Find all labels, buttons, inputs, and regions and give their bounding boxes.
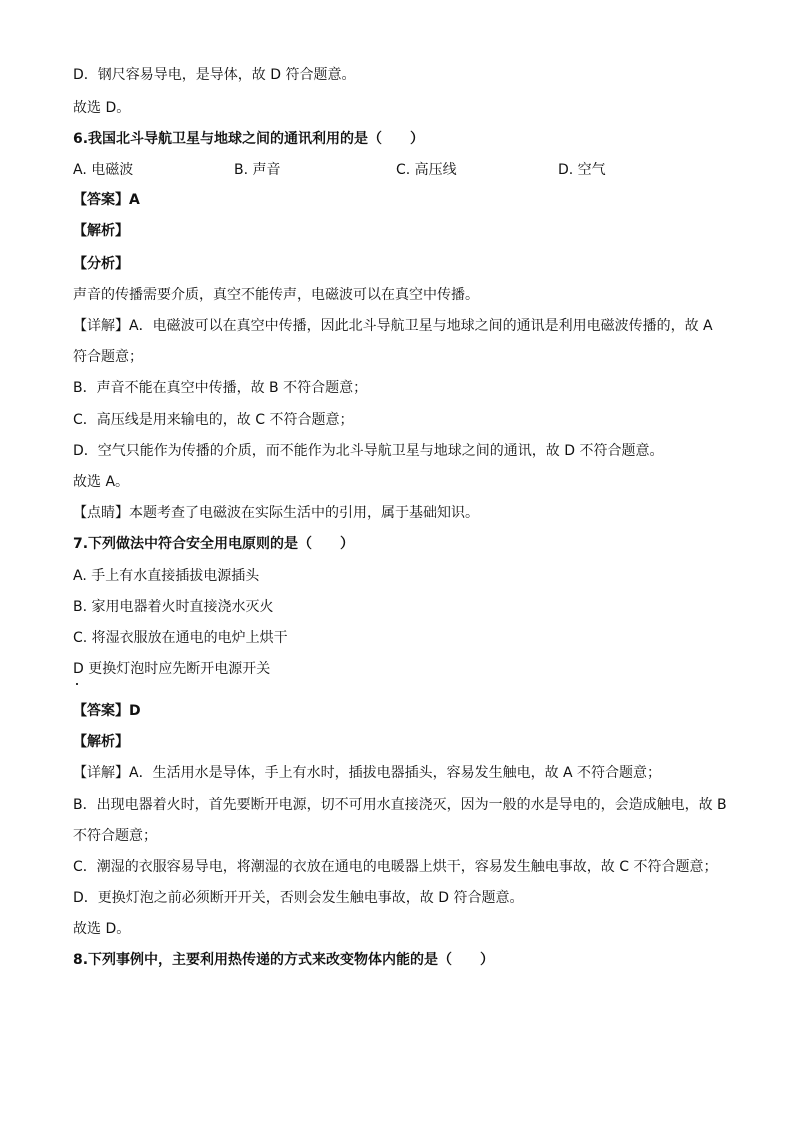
text-line: D．更换灯泡之前必须断开开关，否则会发生触电事故，故 D 符合题意。 xyxy=(73,890,524,906)
q7-option-a: A. 手上有水直接插拔电源插头 xyxy=(73,568,260,584)
text-line: 故选 D。 xyxy=(73,100,131,116)
text-line: 声音的传播需要介质，真空不能传声，电磁波可以在真空中传播。 xyxy=(73,287,479,303)
q6-option-b: B. 声音 xyxy=(234,162,281,178)
answer-label: 【答案】A xyxy=(73,192,140,208)
text-line: 【详解】A．电磁波可以在真空中传播，因此北斗导航卫星与地球之间的通讯是利用电磁波传播的，故 A xyxy=(73,318,713,334)
stray-dot xyxy=(76,683,78,685)
answer-label: 【答案】D xyxy=(73,703,141,719)
text-line: 符合题意； xyxy=(73,349,143,365)
text-line: 故选 A。 xyxy=(73,474,130,490)
q6-option-a: A. 电磁波 xyxy=(73,162,134,178)
text-line: 故选 D。 xyxy=(73,921,131,937)
question-7-stem: 7.下列做法中符合安全用电原则的是（ ） xyxy=(73,536,355,552)
q7-option-d: D 更换灯泡时应先断开电源开关 xyxy=(73,661,271,677)
text-line: 【点睛】本题考查了电磁波在实际生活中的引用，属于基础知识。 xyxy=(73,505,479,521)
text-line: 【详解】A．生活用水是导体，手上有水时，插拔电器插头，容易发生触电，故 A 不符合题意； xyxy=(73,765,662,781)
q6-option-d: D. 空气 xyxy=(558,162,606,178)
text-line: D．钢尺容易导电，是导体，故 D 符合题意。 xyxy=(73,67,356,83)
fenxi-label: 【分析】 xyxy=(73,256,129,272)
analysis-label: 【解析】 xyxy=(73,223,129,239)
analysis-label: 【解析】 xyxy=(73,734,129,750)
question-8-stem: 8.下列事例中，主要利用热传递的方式来改变物体内能的是（ ） xyxy=(73,952,495,968)
text-line: 不符合题意； xyxy=(73,828,157,844)
q7-option-c: C. 将湿衣服放在通电的电炉上烘干 xyxy=(73,630,288,646)
text-line: C．高压线是用来输电的，故 C 不符合题意； xyxy=(73,412,354,428)
q6-option-c: C. 高压线 xyxy=(396,162,457,178)
text-line: C．潮湿的衣服容易导电，将潮湿的衣放在通电的电暖器上烘干，容易发生触电事故，故 C 不符合题意； xyxy=(73,859,718,875)
text-line: D．空气只能作为传播的介质，而不能作为北斗导航卫星与地球之间的通讯，故 D 不符合题意。 xyxy=(73,443,664,459)
text-line: B．出现电器着火时，首先要断开电源，切不可用水直接浇灭，因为一般的水是导电的，会造成触电，故 B xyxy=(73,797,727,813)
question-6-stem: 6.我国北斗导航卫星与地球之间的通讯利用的是（ ） xyxy=(73,131,425,147)
q7-option-b: B. 家用电器着火时直接浇水灭火 xyxy=(73,599,274,615)
text-line: B．声音不能在真空中传播，故 B 不符合题意； xyxy=(73,380,368,396)
